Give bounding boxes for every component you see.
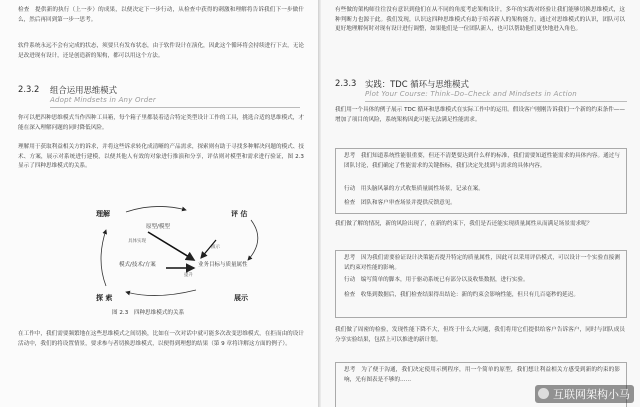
diagram-explore-label: 探 索 [96, 294, 113, 302]
left-paragraph-3: 你可以把四种思维模式当作四种工具箱，每个箱子里都装着适合特定类型设计工作的工具，挑选合适的思维模式，才能在深入理解问题的同时降低风险。 [18, 115, 304, 131]
box2-check: 检查 收集到数据后，我们检查结果得出结论：新的约束会影响性能，但只有几百毫秒的延迟。 [344, 292, 579, 298]
diagram-concrete-label: 具体实现 [128, 239, 146, 244]
box1-think: 思考 我们知道系统性能很重要，但还不清楚要达到什么样的标准，我们需要知道性能需求的具体内容。通过与团队讨论，我们确定了性能需求的关键指标，我们决定先找到与需求的具体内容。 [344, 153, 620, 169]
diagram-promote-label: 提升 [184, 273, 193, 278]
arrow-understand-to-evaluate [126, 206, 186, 212]
arrow-evaluate-down [248, 220, 258, 260]
right-paragraph-3: 我们做了解的情况，新的风险出现了，在新的约束下，我们是否还能实现质量属性从而满足场景需求呢？ [335, 221, 593, 227]
diagram-principle-label: 原型/模型 [146, 224, 170, 230]
diagram-understand-label: 理解 [96, 210, 110, 218]
left-paragraph-1: 检查 提供新的执行（上一步）的成果，以便决定下一步行动，从检查中获得的刺激和理解将告诉我们下一步做什么，然后再回到第一步一思考。 [18, 7, 304, 23]
section-number: 2.3.2 [18, 84, 40, 94]
left-paragraph-2: 软件系统永远不会有完成的状态，须要只有发布状态，由于软件设计在演化，因此这个循环将会持续进行下去，无论是改进现有设计，还是创造新的架构，都可以用这个方法。 [18, 43, 304, 59]
diagram-bold-arrow-1 [148, 232, 194, 260]
section-rule-2 [365, 101, 627, 102]
box1-check: 检查 团队和客户审查场景并提供反馈意见。 [344, 200, 456, 206]
tdc-box-1 [335, 148, 627, 214]
diagram-evaluate-label: 评 估 [231, 210, 248, 218]
right-paragraph-2: 我们用一个具体的例子展示 TDC 循环和思维模式在实际工作中的运用。假设客户刚刚告诉我们一个新的约束条件——增加了项目的风险，系统架构因此可能无法满足性能需求。 [335, 107, 625, 123]
diagram-biz-label: 业务目标与质量属性 [198, 262, 248, 268]
right-paragraph-4: 我们做了周密的检验，发现性能下降不大，但终于什么大问题，我们将用它们提供给客户告诉客户，同时与团队成员分享实验结果，包括上可以推进的新计划。 [335, 327, 625, 343]
section-subtitle: Adopt Mindsets in Any Order [50, 96, 156, 104]
box1-do: 行动 用头脑风暴的方式收集质量属性场景，记录在案。 [344, 186, 484, 192]
watermark-text: 互联网架构小马 [553, 388, 630, 401]
mindsets-diagram [86, 200, 286, 310]
arrow-explore-up [101, 230, 106, 286]
right-paragraph-1: 有些做的架构师往往没有意识到他们在从不同的角度考虑架构设计，多年的实践对经验让我们能够切换思维模式，这种判断力也源于此。我们发现，认识这四种思维模式有助于培养新人的架构能力，通过对思维模式的认识，团队可以更好地理解何时对现有设计进行调整，如果他们是一位团队新人，也可以帮助他们更快地进入角色。 [335, 7, 625, 33]
right-page [321, 0, 640, 407]
tdc-box-2 [335, 250, 627, 318]
box3-think: 思考 为了便于沟通，我们决定使用示例程序，用一个简单的原型，我们想让利益相关方感受到新的约束的影响，光有图表是不够的…… [344, 367, 620, 383]
section-number-2: 2.3.3 [335, 78, 357, 88]
section-rule [50, 107, 300, 108]
left-page [0, 0, 318, 407]
box2-do: 行动 编写简单的脚本，用于驱动系统已有部分以及收集数据，进行实验。 [344, 277, 529, 283]
section-subtitle-2: Plot Your Course: Think–Do–Check and Mindsets in Action [365, 90, 577, 98]
box2-think: 思考 因为我们需要验证设计决策能否提升特定的质量属性，因此可以采用评估模式，可以设计一个实验直接测试约束对性能的影响。 [344, 255, 620, 271]
watermark-logo-icon [538, 388, 549, 399]
left-paragraph-4: 理解用于获取利益相关方的诉求，并将这些诉求转化成清晰的产品需求，探索则有助于寻找多种解决问题的模式、技术、方案，展示对系统进行建模，以便其他人有效的对象进行推演和分享，评估则对模型和需求进行验证，图 2.3 显示了四种思维模式的关系。 [18, 144, 304, 170]
watermark [535, 385, 634, 403]
figure-caption: 图 2.3 四种思维模式的关系 [112, 310, 185, 316]
diagram-patterns-label: 模式/技术/方案 [119, 262, 156, 268]
section-title-2: 实践：TDC 循环与思维模式 [365, 79, 469, 89]
left-paragraph-5: 在工作中，我们需要频繁地在这些思维模式之间切换，比如在一次对话中就可能多次改变思维模式，在拒而由的设计活动中，我们的将设置情景，要求参与者切换思维模式，以便得到理想的结果（第 9 章将详解这方面的例子）。 [18, 331, 304, 347]
diagram-verify-label: 演示 [211, 245, 220, 250]
section-title: 组合运用思维模式 [50, 85, 117, 95]
arrow-make-to-explore [126, 290, 196, 296]
diagram-make-label: 展示 [234, 294, 248, 302]
